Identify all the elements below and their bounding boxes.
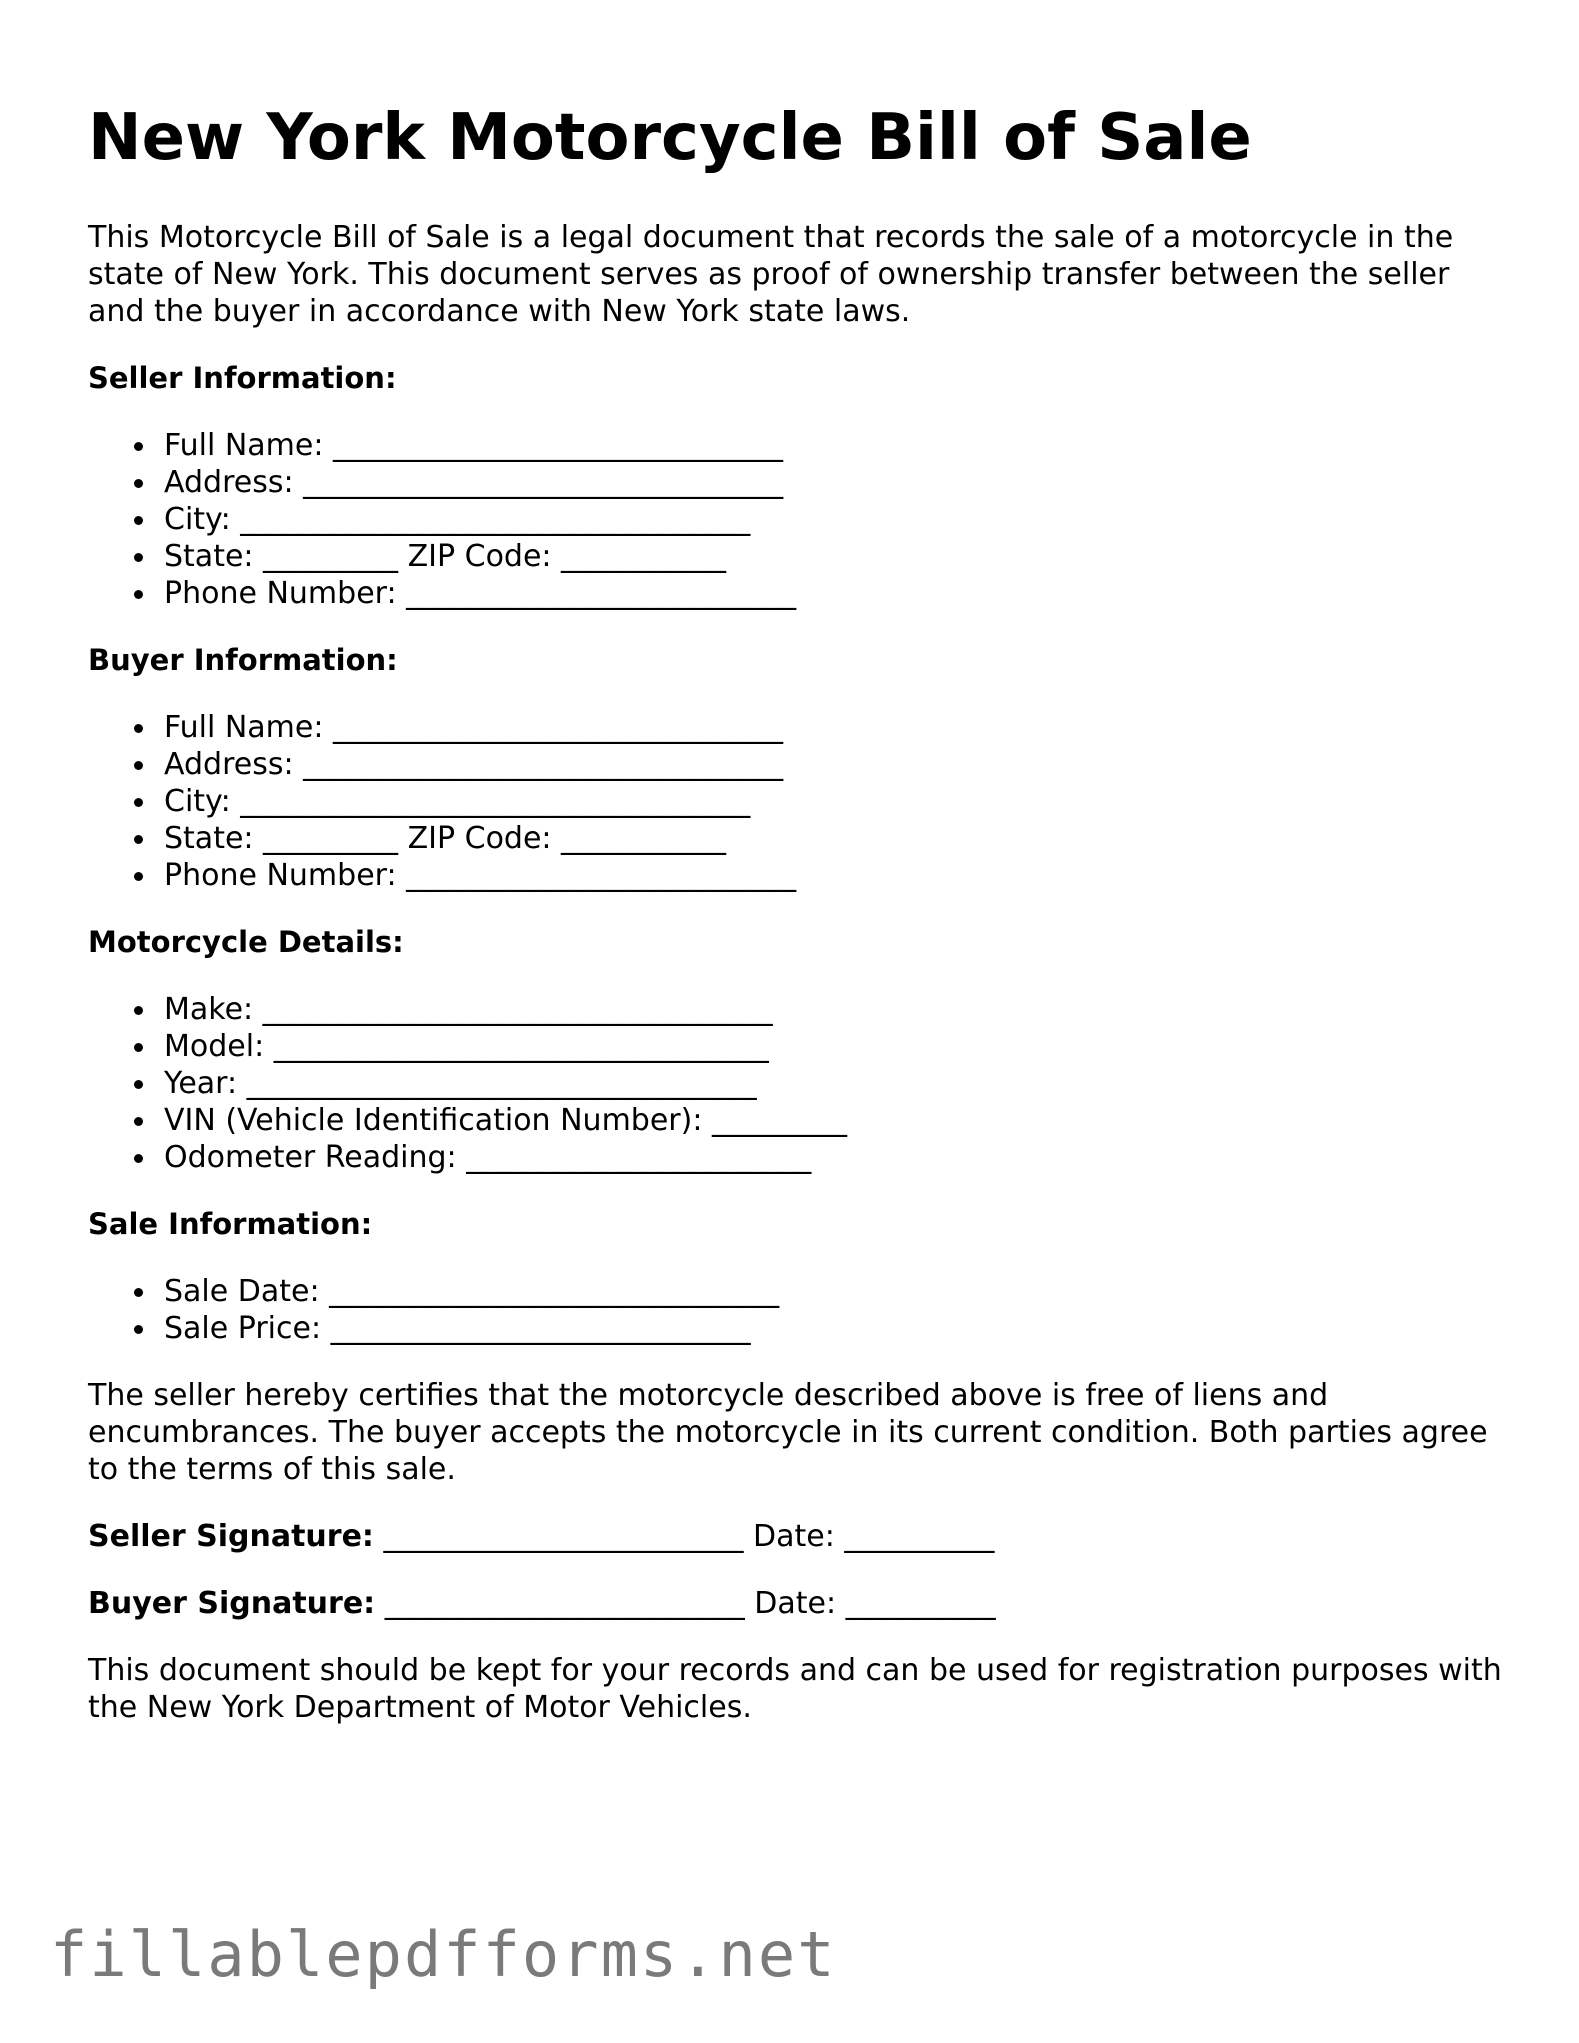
footer-note: This document should be kept for your records and can be used for registration purposes with the New York Department of Motor Vehicles. <box>88 1652 1502 1725</box>
seller-signature-blanks[interactable]: ________________________ Date: __________ <box>373 1518 995 1554</box>
sale-field-list <box>88 1273 1508 1347</box>
certification-paragraph: The seller hereby certifies that the motorcycle described above is free of liens and encumbrances. The buyer accepts the motorcycle in its current condition. Both parties agree to the terms of this sale. <box>88 1377 1488 1487</box>
motorcycle-year-field[interactable]: Year: __________________________________ <box>164 1065 1508 1102</box>
buyer-signature-label: Buyer Signature: <box>88 1585 376 1621</box>
seller-city-field[interactable]: City: __________________________________ <box>164 501 1508 538</box>
buyer-city-field[interactable]: City: __________________________________ <box>164 783 1508 820</box>
motorcycle-model-field[interactable]: Model: _________________________________ <box>164 1028 1508 1065</box>
intro-paragraph: This Motorcycle Bill of Sale is a legal document that records the sale of a motorcycle in the state of New York. This document serves as proof of ownership transfer between the seller and the buyer in accordance with New York state laws. <box>88 219 1454 329</box>
buyer-address-field[interactable]: Address: ________________________________ <box>164 746 1508 783</box>
sale-price-field[interactable]: Sale Price: ____________________________ <box>164 1310 1508 1347</box>
document-title: New York Motorcycle Bill of Sale <box>88 101 1252 175</box>
motorcycle-section-heading: Motorcycle Details: <box>88 924 404 959</box>
document-page <box>88 100 1508 1726</box>
buyer-signature-line[interactable] <box>88 1585 1508 1622</box>
motorcycle-odometer-field[interactable]: Odometer Reading: _______________________ <box>164 1139 1508 1176</box>
buyer-section-heading: Buyer Information: <box>88 642 398 677</box>
buyer-field-list <box>88 709 1508 894</box>
seller-field-list <box>88 427 1508 612</box>
sale-section-heading: Sale Information: <box>88 1206 373 1241</box>
motorcycle-field-list <box>88 991 1508 1176</box>
seller-phone-field[interactable]: Phone Number: __________________________ <box>164 575 1508 612</box>
buyer-phone-field[interactable]: Phone Number: __________________________ <box>164 857 1508 894</box>
seller-section-heading: Seller Information: <box>88 360 397 395</box>
seller-signature-label: Seller Signature: <box>88 1518 374 1554</box>
seller-state-zip-field[interactable]: State: _________ ZIP Code: ___________ <box>164 538 1508 575</box>
seller-signature-line[interactable] <box>88 1518 1508 1555</box>
buyer-full-name-field[interactable]: Full Name: ______________________________ <box>164 709 1508 746</box>
buyer-state-zip-field[interactable]: State: _________ ZIP Code: ___________ <box>164 820 1508 857</box>
seller-full-name-field[interactable]: Full Name: ______________________________ <box>164 427 1508 464</box>
seller-address-field[interactable]: Address: ________________________________ <box>164 464 1508 501</box>
buyer-signature-blanks[interactable]: ________________________ Date: __________ <box>375 1585 996 1621</box>
motorcycle-make-field[interactable]: Make: __________________________________ <box>164 991 1508 1028</box>
sale-date-field[interactable]: Sale Date: ______________________________ <box>164 1273 1508 1310</box>
motorcycle-vin-field[interactable]: VIN (Vehicle Identification Number): _________ <box>164 1102 1508 1139</box>
watermark-logo: fillablepdfforms.net <box>50 1918 837 1991</box>
